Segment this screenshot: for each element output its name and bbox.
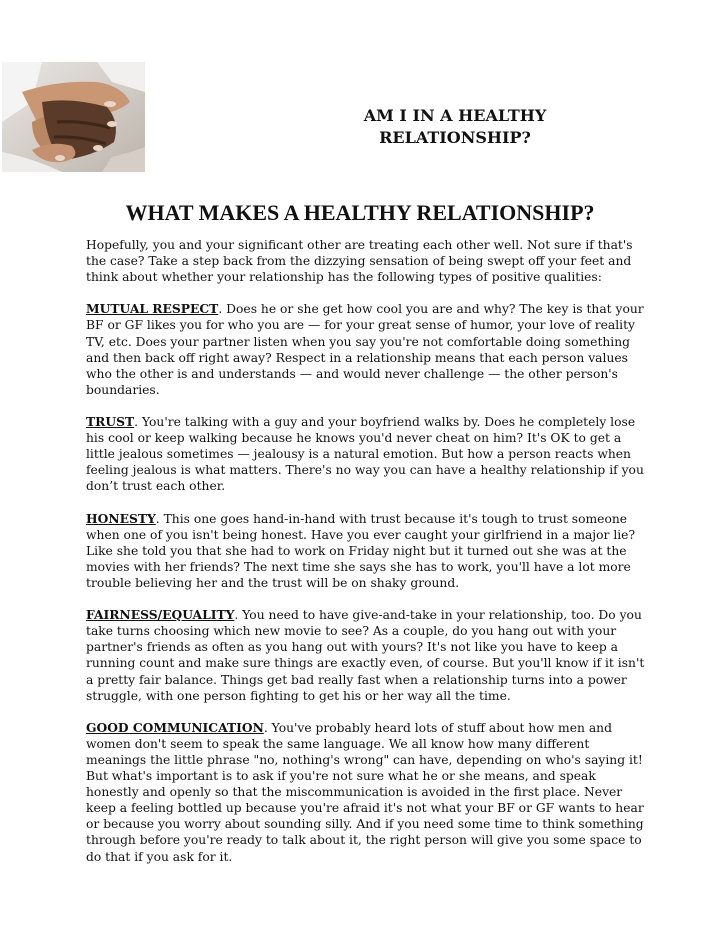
title-line-2: RELATIONSHIP? [379, 128, 531, 147]
title-line-1: AM I IN A HEALTHY [363, 106, 547, 125]
quality-term: TRUST [86, 414, 135, 430]
section-heading: WHAT MAKES A HEALTHY RELATIONSHIP? [125, 200, 595, 225]
quality-description: . Does he or she get how cool you are and why? The key is that your BF or GF likes you for who you are — for your great sense of humor, your love of reality TV, etc. Does your partner listen when you say you're not comfortable doing something and then back off right away? Respect in a relationship means that each person values who the other is and understands — and would never challenge — the other person's boundaries. [86, 302, 644, 397]
hands-illustration [2, 62, 145, 172]
quality-description: . You've probably heard lots of stuff about how men and women don't seem to speak the same language. We all know how many different meanings the little phrase "no, nothing's wrong" can have, depending on who's saying it! But what's important is to ask if you're not sure what he or she means, and speak honestly and openly so that the miscommunication is avoided in the first place. Never keep a feeling bottled up because you're afraid it's not what your BF or GF wants to hear or because you worry about sounding silly. And if you need some time to think something through before you're ready to talk about it, the right person will give you some space to do that if you ask for it. [86, 720, 644, 864]
document-title [330, 105, 580, 149]
quality-term: FAIRNESS/EQUALITY [86, 607, 235, 623]
quality-term: MUTUAL RESPECT [86, 301, 219, 317]
quality-description: . This one goes hand-in-hand with trust because it's tough to trust someone when one of you isn't being honest. Have you ever caught your girlfriend in a major lie? Like she told you that she had to work on Friday night but it turned out she was at the movies with her friends? The next time she says she has to work, you'll have a lot more trouble believing her and the trust will be on shaky ground. [86, 511, 636, 590]
quality-term: GOOD COMMUNICATION [86, 719, 264, 735]
quality-paragraph-communication [86, 720, 646, 865]
quality-paragraph-fairness [86, 607, 646, 704]
quality-description: . You need to have give-and-take in your relationship, too. Do you take turns choosing which new movie to see? As a couple, do you hang out with your partner's friends as often as you hang out with yours? It's not like you have to keep a running count and make sure things are exactly even, of course. But you'll know if it isn't a pretty fair balance. Things get bad really fast when a relationship turns into a power struggle, with one person fighting to get his or her way all the time. [86, 608, 645, 703]
article-body [86, 237, 646, 881]
clasped-hands-photo [2, 62, 145, 172]
quality-term: HONESTY [86, 510, 156, 526]
quality-paragraph-trust [86, 414, 646, 494]
quality-description: . You're talking with a guy and your boyfriend walks by. Does he completely lose his cool or keep walking because he knows you'd never cheat on him? It's OK to get a little jealous sometimes — jealousy is a natural emotion. But how a person reacts when feeling jealous is what matters. There's no way you can have a healthy relationship if you don’t trust each other. [86, 415, 644, 494]
quality-paragraph-honesty [86, 511, 646, 591]
quality-paragraph-mutual-respect [86, 301, 646, 398]
intro-paragraph: Hopefully, you and your significant other are treating each other well. Not sure if that's the case? Take a step back from the dizzying sensation of being swept off your feet and think about whether your relationship has the following types of positive qualities: [86, 238, 633, 285]
